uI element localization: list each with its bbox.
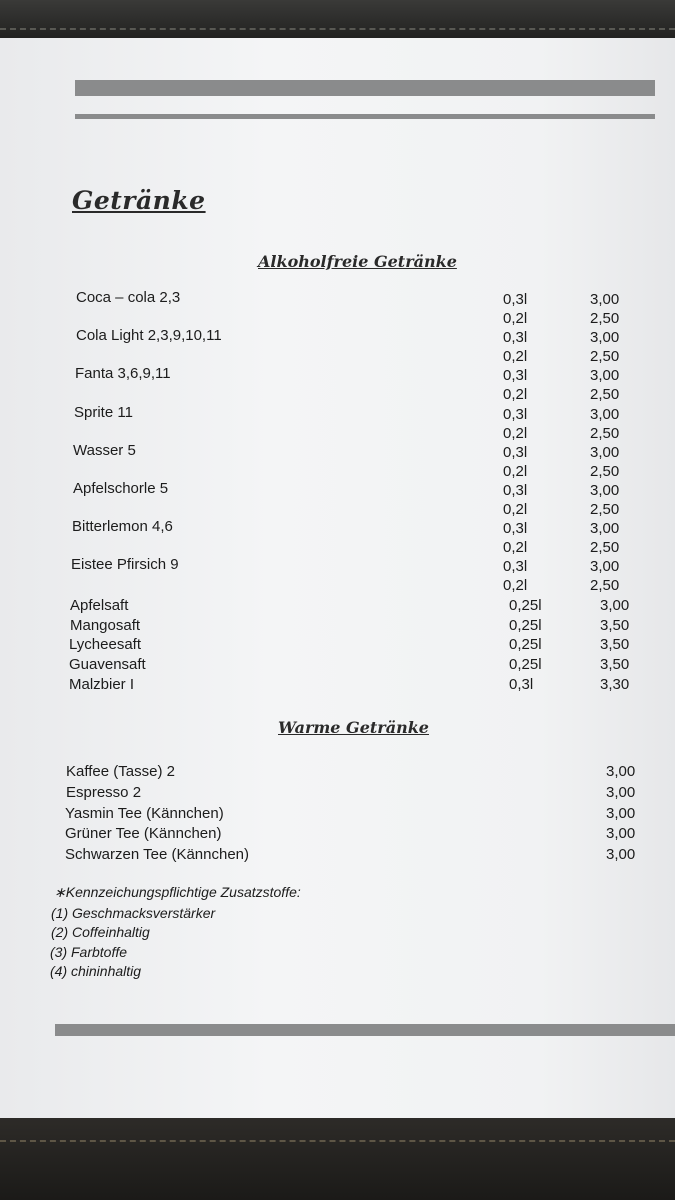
drink-name: Guavensaft [69,656,146,673]
drink-price: 2,50 [590,310,620,327]
additive-note: (1) Geschmacksverstärker [51,905,216,921]
cover-stitching [0,28,675,30]
warm-drink-name: Kaffee (Tasse) 2 [66,763,175,780]
drink-size: 0,3l [509,676,534,693]
drink-size: 0,3l [503,406,528,423]
drink-size: 0,3l [503,444,528,461]
drink-name: Cola Light 2,3,9,10,11 [76,327,222,344]
drink-price: 2,50 [590,386,620,403]
drink-size: 0,2l [503,463,528,480]
drink-name: Wasser 5 [73,442,136,459]
drink-size: 0,25l [509,597,542,614]
drink-name: Bitterlemon 4,6 [72,518,173,535]
drink-name: Eistee Pfirsich 9 [71,556,179,573]
drink-name: Sprite 11 [74,404,133,421]
drink-size: 0,3l [503,482,528,499]
warm-drink-price: 3,00 [606,784,636,801]
header-rule-thin [75,114,655,119]
drink-size: 0,2l [503,310,528,327]
drink-size: 0,3l [503,520,528,537]
drink-size: 0,2l [503,348,528,365]
drink-price: 3,00 [600,597,630,614]
additive-note: (4) chininhaltig [50,963,142,979]
additives-heading-text: Kennzeichungspflichtige Zusatzstoffe: [65,884,301,900]
warm-drink-price: 3,00 [606,763,636,780]
drink-name: Apfelsaft [70,597,129,614]
drink-size: 0,2l [503,386,528,403]
menu-cover-bottom [0,1118,675,1200]
drink-size: 0,2l [503,577,528,594]
drink-price: 3,00 [590,367,620,384]
drink-price: 2,50 [590,501,620,518]
warm-drink-name: Grüner Tee (Kännchen) [65,825,222,842]
drink-name: Mangosaft [70,617,141,634]
asterisk-icon: ∗ [54,884,66,900]
drink-size: 0,2l [503,539,528,556]
drink-size: 0,3l [503,291,528,308]
drink-price: 2,50 [590,463,620,480]
drink-price: 3,00 [590,558,620,575]
drink-price: 3,00 [590,444,620,461]
warm-drink-name: Schwarzen Tee (Kännchen) [65,846,249,863]
drink-price: 3,50 [600,617,630,634]
warm-drink-price: 3,00 [606,846,636,863]
additive-note: (2) Coffeinhaltig [51,924,150,940]
drink-price: 3,00 [590,291,620,308]
warm-drink-name: Espresso 2 [66,784,142,801]
drink-name: Apfelschorle 5 [73,480,169,497]
drink-price: 3,30 [600,676,630,693]
menu-title: Getränke [72,186,206,215]
cold-drinks-heading: Alkoholfreie Getränke [258,252,457,271]
cover-stitching [0,1140,675,1142]
drink-price: 2,50 [590,539,620,556]
warm-drink-name: Yasmin Tee (Kännchen) [65,805,224,822]
drink-size: 0,25l [509,636,542,653]
drink-price: 2,50 [590,348,620,365]
drink-price: 3,50 [600,656,630,673]
menu-cover-top [0,0,675,42]
drink-price: 3,00 [590,406,620,423]
drink-size: 0,3l [503,329,528,346]
drink-size: 0,3l [503,558,528,575]
footer-rule [55,1024,675,1036]
drink-name: Malzbier I [69,676,135,693]
drink-name: Fanta 3,6,9,11 [75,365,171,382]
drink-price: 3,00 [590,520,620,537]
drink-price: 3,50 [600,636,630,653]
drink-size: 0,25l [509,656,542,673]
drink-price: 2,50 [590,577,620,594]
drink-size: 0,25l [509,617,542,634]
drink-size: 0,2l [503,425,528,442]
drink-size: 0,2l [503,501,528,518]
header-rule-thick [75,80,655,96]
drink-price: 3,00 [590,329,620,346]
warm-drinks-heading: Warme Getränke [278,718,429,737]
drink-name: Lycheesaft [69,636,141,653]
additive-note: (3) Farbtoffe [50,944,128,960]
drink-price: 2,50 [590,425,620,442]
warm-drink-price: 3,00 [606,825,636,842]
drink-price: 3,00 [590,482,620,499]
warm-drink-price: 3,00 [606,805,636,822]
drink-name: Coca – cola 2,3 [76,289,181,306]
additives-heading [54,883,301,902]
drink-size: 0,3l [503,367,528,384]
